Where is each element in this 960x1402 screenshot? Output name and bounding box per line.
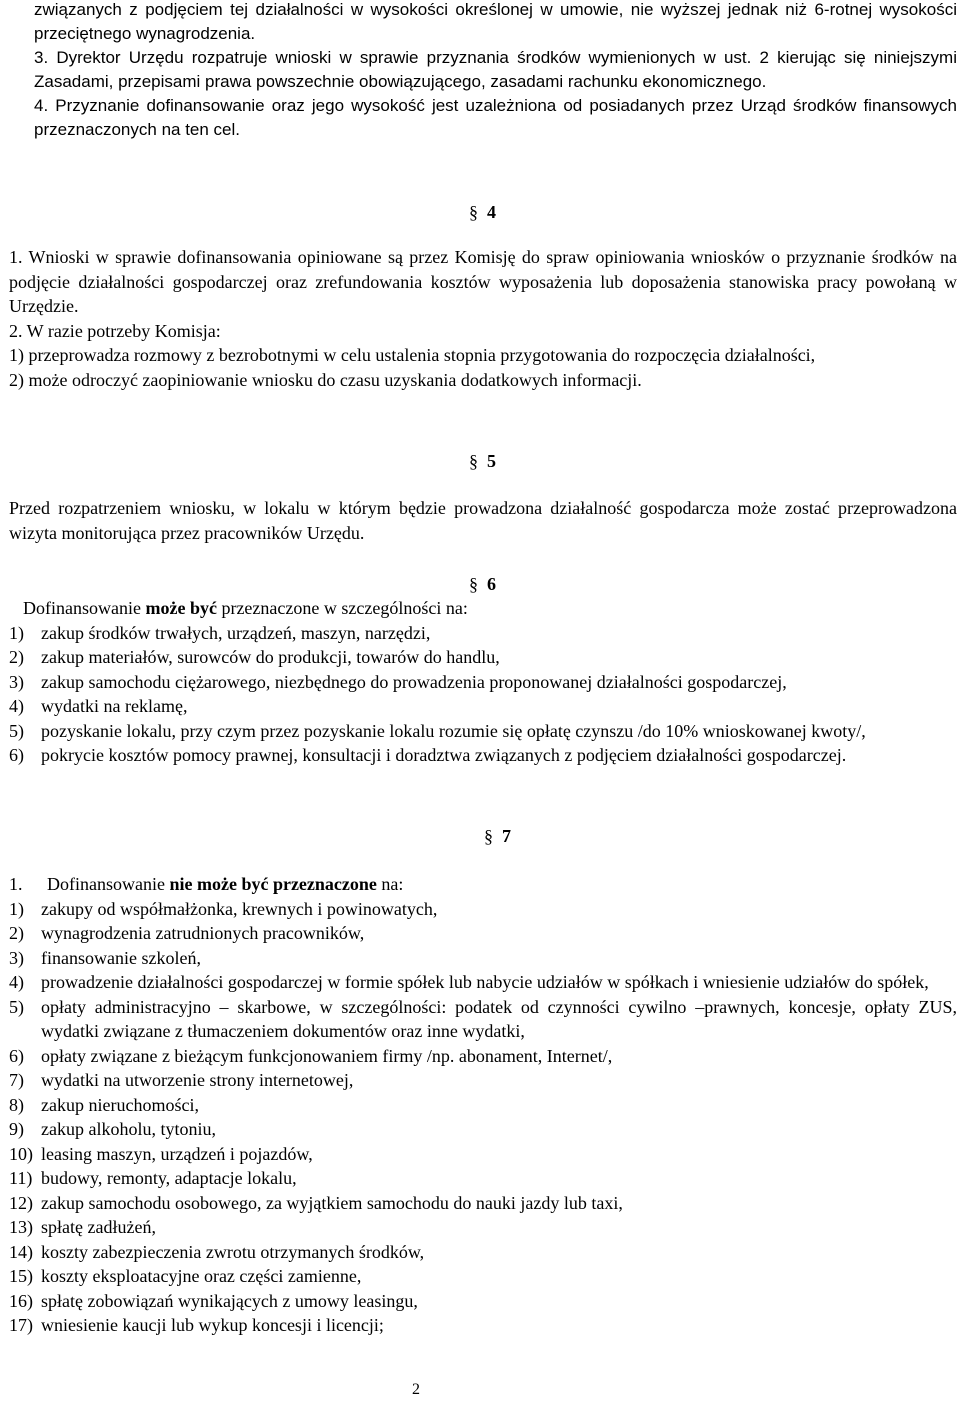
section-4-point-2: 2. W razie potrzeby Komisja:: [9, 320, 221, 341]
section-6-list: [9, 621, 957, 768]
list-item: [9, 1313, 957, 1338]
list-text: zakup środków trwałych, urządzeń, maszyn, narzędzi,: [41, 622, 431, 643]
list-number: 5): [9, 720, 24, 741]
section-6-intro: [9, 596, 957, 621]
list-item: [9, 1142, 957, 1167]
top-paragraphs: [9, 0, 957, 142]
list-text: zakup samochodu ciężarowego, niezbędnego do prowadzenia proponowanej działalności gospodarczej,: [41, 671, 787, 692]
list-item: [9, 1215, 957, 1240]
intro-text: Dofinansowanie: [23, 598, 146, 618]
paragraph-2-continued: związanych z podjęciem tej działalności w wysokości określonej w umowie, nie wyższej jednak niż 6-rotnej wysokości przeciętnego wynagrodzenia.: [34, 0, 957, 43]
list-number: 1): [9, 898, 24, 919]
section-4-number: 4: [487, 202, 496, 222]
section-5-paragraph: Przed rozpatrzeniem wniosku, w lokalu w którym będzie prowadzona działalność gospodarcza może zostać przeprowadzona wizyta monitorująca przez pracowników Urzędu.: [9, 498, 957, 543]
list-text: zakup alkoholu, tytoniu,: [41, 1119, 216, 1139]
list-number: 6): [9, 745, 24, 765]
list-text: leasing maszyn, urządzeń i pojazdów,: [41, 1143, 313, 1164]
list-item: [9, 1264, 957, 1289]
list-number: 11): [9, 1168, 33, 1188]
list-number: 15): [9, 1266, 33, 1286]
list-item: [9, 621, 957, 646]
list-item: [9, 670, 957, 695]
list-text: koszty zabezpieczenia zwrotu otrzymanych środków,: [41, 1241, 425, 1262]
list-item: [9, 1289, 957, 1314]
section-6-body: [9, 596, 957, 768]
section-5-heading: [469, 449, 496, 473]
list-text: pokrycie kosztów pomocy prawnej, konsultacji i doradztwa związanych z podjęciem działalności gospodarczej.: [41, 745, 847, 765]
list-text: zakup materiałów, surowców do produkcji, towarów do handlu,: [41, 647, 500, 667]
list-text: wniesienie kaucji lub wykup koncesji i licencji;: [41, 1315, 384, 1335]
section-4-point-1: 1. Wnioski w sprawie dofinansowania opiniowane są przez Komisję do spraw opiniowania wniosków o przyznanie środków na podjęcie działalności gospodarczej oraz zrefundowania kosztów wyposażenia lub doposażenia stanowiska pracy powołaną w Urzędzie.: [9, 247, 957, 316]
list-text: zakup samochodu osobowego, za wyjątkiem samochodu do nauki jazdy lub taxi,: [41, 1192, 623, 1213]
page-number: 2: [412, 1381, 420, 1398]
list-number: 9): [9, 1119, 24, 1139]
list-number: 3): [9, 671, 24, 692]
section-7-intro: [9, 872, 957, 897]
list-number: 4): [9, 696, 24, 716]
intro-text: [47, 872, 957, 897]
list-item: [9, 1117, 957, 1142]
list-item: [9, 921, 957, 946]
section-4-item-2: 2) może odroczyć zaopiniowanie wniosku do czasu uzyskania dodatkowych informacji.: [9, 369, 642, 390]
list-text: budowy, remonty, adaptacje lokalu,: [41, 1168, 297, 1188]
list-item: [9, 694, 957, 719]
list-text: finansowanie szkoleń,: [41, 947, 201, 968]
section-4-item-1: 1) przeprowadza rozmowy z bezrobotnymi w celu ustalenia stopnia przygotowania do rozpoczęcia działalności,: [9, 345, 816, 365]
list-number: 5): [9, 996, 24, 1017]
list-number: 6): [9, 1045, 24, 1066]
section-5-body: [9, 496, 957, 545]
section-6-number: 6: [487, 574, 496, 594]
list-item: [9, 970, 957, 995]
list-number: 1): [9, 622, 24, 643]
section-sign: §: [469, 202, 478, 222]
section-sign: §: [484, 826, 493, 846]
list-text: spłatę zadłużeń,: [41, 1217, 156, 1237]
list-text: pozyskanie lokalu, przy czym przez pozyskanie lokalu rozumie się opłatę czynszu /do 10% wnioskowanej kwoty/,: [41, 720, 866, 741]
list-item: [9, 1191, 957, 1216]
section-7-body: [9, 872, 957, 1338]
section-7-heading: [484, 824, 511, 848]
intro-text-c: na:: [376, 874, 404, 894]
list-item: [9, 946, 957, 971]
list-number: 4): [9, 972, 24, 992]
intro-emphasis: nie może być przeznaczone: [169, 874, 377, 894]
list-number: 16): [9, 1290, 33, 1311]
list-number: 10): [9, 1143, 33, 1164]
intro-text-a: Dofinansowanie: [47, 874, 170, 894]
section-sign: §: [469, 574, 478, 594]
list-number: 14): [9, 1241, 33, 1262]
list-text: prowadzenie działalności gospodarczej w formie spółek lub nabycie udziałów w spółkach i wniesienie udziałów do spółek,: [41, 972, 929, 992]
list-number: 1.: [9, 874, 23, 894]
list-text: wydatki na reklamę,: [41, 696, 188, 716]
list-text: wynagrodzenia zatrudnionych pracowników,: [41, 923, 365, 943]
list-number: 3): [9, 947, 24, 968]
section-4-heading: [469, 200, 496, 224]
intro-text: przeznaczone w szczególności na:: [216, 598, 468, 618]
paragraph-4: 4. Przyznanie dofinansowanie oraz jego wysokość jest uzależniona od posiadanych przez Urząd środków finansowych przeznaczonych na ten cel.: [34, 96, 957, 139]
list-item: [9, 1240, 957, 1265]
list-item: [9, 897, 957, 922]
list-number: 13): [9, 1217, 33, 1237]
section-7-number: 7: [502, 826, 511, 846]
list-item: [9, 1093, 957, 1118]
list-text: zakupy od współmałżonka, krewnych i powinowatych,: [41, 898, 438, 919]
paragraph-3: 3. Dyrektor Urzędu rozpatruje wnioski w sprawie przyznania środków wymienionych w ust. 2 kierując się niniejszymi Zasadami, przepisami prawa powszechnie obowiązującego, zasadami rachunku ekonomicznego.: [34, 48, 957, 91]
list-item: [9, 995, 957, 1044]
list-text: zakup nieruchomości,: [41, 1094, 199, 1115]
intro-emphasis: może być: [145, 598, 217, 618]
list-item: [9, 1044, 957, 1069]
list-number: 8): [9, 1094, 24, 1115]
section-4-body: [9, 245, 957, 392]
list-item: [9, 1068, 957, 1093]
section-7-list: [9, 897, 957, 1338]
list-item: [9, 1166, 957, 1191]
list-text: opłaty administracyjno – skarbowe, w szczególności: podatek od czynności cywilno –prawnych, koncesje, opłaty ZUS, wydatki związane z tłumaczeniem dokumentów oraz inne wydatki,: [41, 996, 957, 1041]
list-text: koszty eksploatacyjne oraz części zamienne,: [41, 1266, 362, 1286]
list-text: spłatę zobowiązań wynikających z umowy leasingu,: [41, 1290, 418, 1311]
list-number: 7): [9, 1070, 24, 1090]
list-number: 17): [9, 1315, 33, 1335]
list-number: 2): [9, 647, 24, 667]
list-text: wydatki na utworzenie strony internetowej,: [41, 1070, 354, 1090]
list-number: 2): [9, 923, 24, 943]
list-item: [9, 719, 957, 744]
list-number: 12): [9, 1192, 33, 1213]
section-6-heading: [469, 572, 496, 596]
list-item: [9, 743, 957, 768]
section-5-number: 5: [487, 451, 496, 471]
section-sign: §: [469, 451, 478, 471]
list-item: [9, 645, 957, 670]
list-text: opłaty związane z bieżącym funkcjonowaniem firmy /np. abonament, Internet/,: [41, 1045, 613, 1066]
